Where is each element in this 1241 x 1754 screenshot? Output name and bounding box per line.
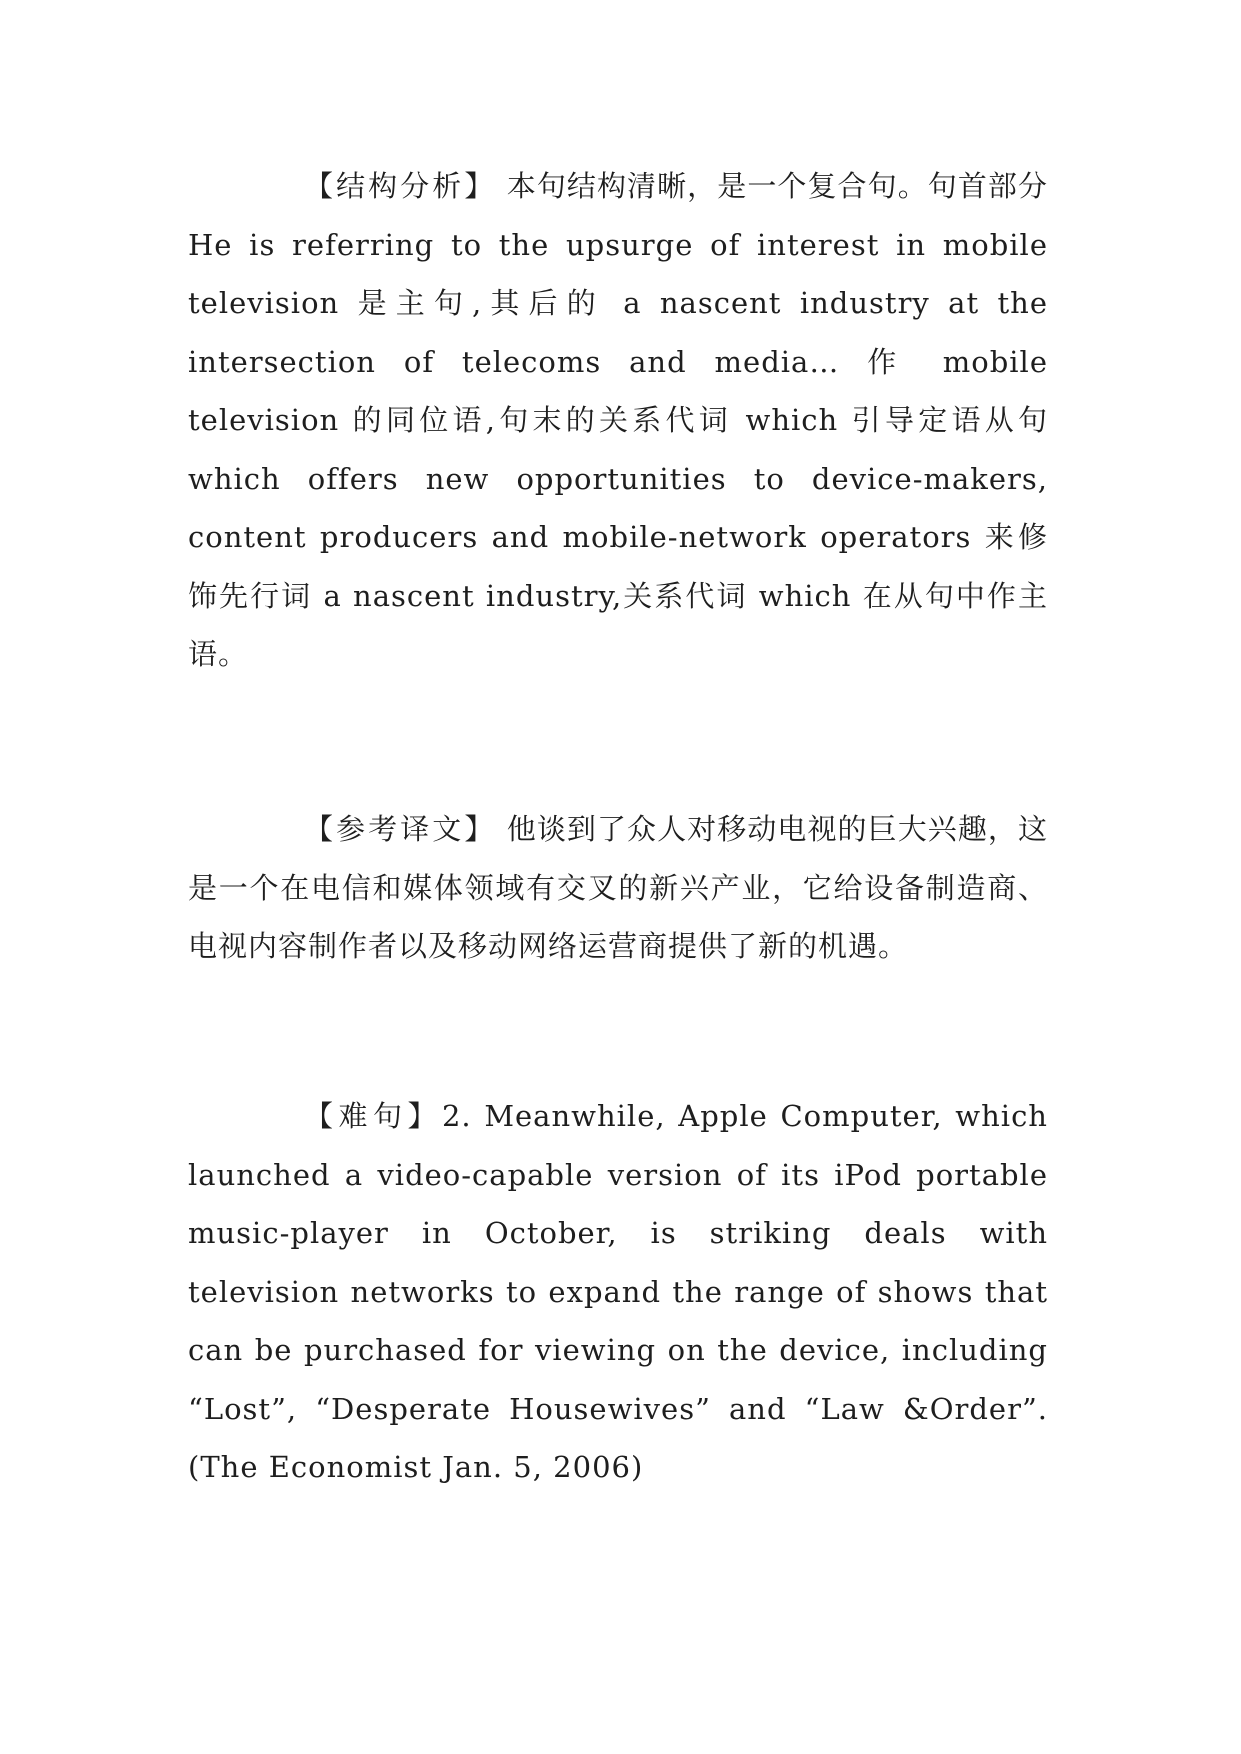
reference-translation-paragraph [188, 800, 1048, 976]
structure-analysis-text: 本句结构清晰，是一个复合句。句首部分 He is referring to the upsurge of interest in mobile television 是主句,其后的 a nascent industry at the intersection of telecoms and media… 作 mobile television 的同位语,句末的关系代词 which 引导定语从句 which offers new opportunities to device-makers, content producers and mobile-network operators 来修饰先行词 a nascent industry,关系代词 which 在从句中作主语。 [188, 169, 1048, 671]
difficult-sentence-paragraph [188, 1087, 1048, 1497]
difficult-sentence-text: 2. Meanwhile, Apple Computer, which launched a video-capable version of its iPod portable music-player in October, is striking deals with television networks to expand the range of shows that can be purchased for viewing on the device, including “Lost”, “Desperate Housewives” and “Law &Order”. (The Economist Jan. 5, 2006) [188, 1099, 1048, 1484]
reference-translation-label: 【参考译文】 [304, 812, 497, 846]
difficult-sentence-label: 【难句】 [304, 1099, 442, 1133]
structure-analysis-label: 【结构分析】 [304, 169, 497, 203]
structure-analysis-paragraph [188, 157, 1048, 684]
reference-translation-text: 他谈到了众人对移动电视的巨大兴趣，这是一个在电信和媒体领域有交叉的新兴产业，它给设备制造商、电视内容制作者以及移动网络运营商提供了新的机遇。 [188, 812, 1048, 963]
